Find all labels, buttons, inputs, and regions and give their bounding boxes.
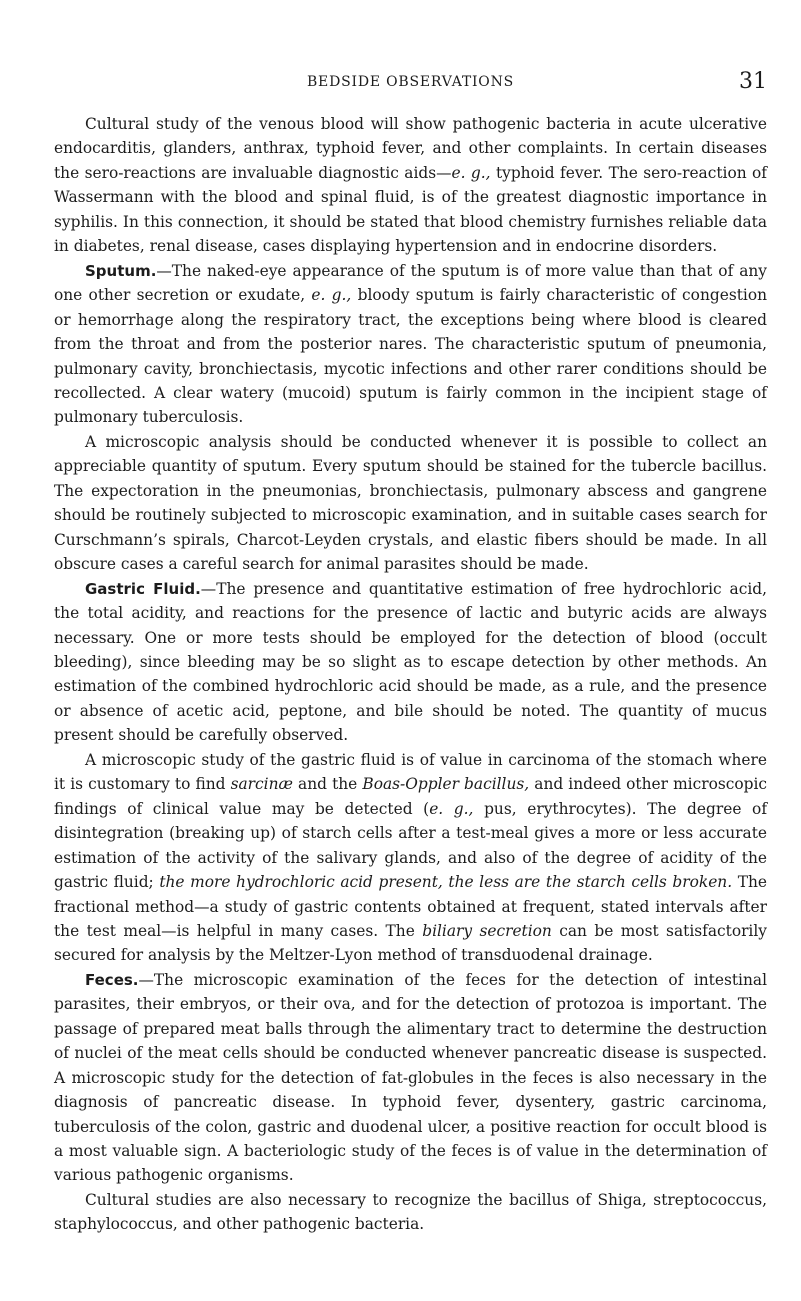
text-run: can be most satisfactorily secured for analysis by the Meltzer-Lyon method of transduodenal drainage. bbox=[54, 921, 767, 965]
section-heading-gastric-fluid: Gastric Fluid. bbox=[85, 579, 201, 598]
italic-term-sarcinae: sarcinæ bbox=[230, 775, 293, 794]
italic-abbreviation: e. g., bbox=[311, 286, 352, 305]
italic-rule: the more hydrochloric acid present, the less are the starch cells broken. bbox=[159, 873, 733, 892]
text-run: and the bbox=[292, 775, 363, 794]
paragraph-sputum-microscopy: A microscopic analysis should be conducted whenever it is possible to collect an appreciable quantity of sputum. Every sputum should be stained for the tubercle bacillus. The expectoration in the pneumonias, bronchiectasis, pulmonary abscess and gangrene should be routinely subjected to microscopic examination, and in suitable cases search for Curschmann’s spirals, Charcot-Leyden crystals, and elastic fibers should be made. In all obscure cases a careful search for animal parasites should be made. bbox=[54, 432, 767, 574]
paragraph-gastric-microscopy bbox=[54, 748, 767, 968]
body-text bbox=[54, 112, 767, 1237]
text-run: The fractional method—a study of gastric contents obtained at frequent, stated intervals after the test meal—is helpful in many cases. The bbox=[54, 873, 767, 940]
text-run: A microscopic study of the gastric fluid is of value in carcinoma of the stomach where it is customary to find bbox=[54, 750, 767, 794]
text-run: —The naked-eye appearance of the sputum is of more value than that of any one other secretion or exudate, bbox=[54, 261, 767, 305]
text-run: bloody sputum is fairly characteristic of congestion or hemorrhage along the respiratory tract, the exceptions being where blood is cleared from the throat and from the posterior nares. The characteristic sputum of pneumonia, pulmonary cavity, bronchiectasis, mycotic infections and other rarer conditions should be recollected. A clear watery (mucoid) sputum is fairly common in the incipient stage of pulmonary tuberculosis. bbox=[54, 286, 767, 427]
paragraph-cultural-studies: Cultural studies are also necessary to recognize the bacillus of Shiga, streptococcus, staphylococcus, and other pathogenic bacteria. bbox=[54, 1190, 767, 1234]
paragraph-sputum bbox=[54, 259, 767, 430]
page-number: 31 bbox=[739, 69, 767, 94]
text-run: and indeed other microscopic findings of clinical value may be detected ( bbox=[54, 775, 768, 818]
paragraph-gastric-fluid bbox=[54, 577, 767, 748]
italic-term-boas-oppler: Boas-Oppler bacillus, bbox=[362, 775, 530, 794]
italic-term-biliary: biliary secretion bbox=[422, 921, 552, 940]
section-heading-feces: Feces. bbox=[85, 970, 139, 989]
text-run: Cultural study of the venous blood will show pathogenic bacteria in acute ulcerative endocarditis, glanders, anthrax, typhoid fever, and other complaints. In certain diseases the sero-reactions are invaluable diagnostic aids— bbox=[54, 115, 767, 182]
text-run: —The microscopic examination of the feces for the detection of intestinal parasites, their embryos, or their ova, and for the detection of protozoa is important. The passage of prepared meat balls through the alimentary tract to determine the destruction of nuclei of the meat cells should be conducted whenever pancreatic disease is suspected. A microscopic study for the detection of fat-globules in the feces is also necessary in the diagnosis of pancreatic disease. In typhoid fever, dysentery, gastric carcinoma, tuberculosis of the colon, gastric and duodenal ulcer, a positive reaction for occult blood is a most valuable sign. A bacteriologic study of the feces is of value in the determination of various pathogenic organisms. bbox=[54, 970, 767, 1185]
text-run: pus, erythrocytes). The degree of disintegration (breaking up) of starch cells after a test-meal gives a more or less accurate estimation of the activity of the salivary glands, and also of the degree of acidity of the gastric fluid; bbox=[54, 799, 768, 892]
text-run: —The presence and quantitative estimation of free hydrochloric acid, the total acidity, and reactions for the presence of lactic and butyric acids are always necessary. One or more tests should be employed for the detection of blood (occult bleeding), since bleeding may be so slight as to escape detection by other methods. An estimation of the combined hydrochloric acid should be made, as a rule, and the presence or absence of acetic acid, peptone, and bile should be noted. The quantity of mucus present should be carefully observed. bbox=[54, 579, 767, 745]
running-head bbox=[54, 70, 767, 94]
text-run: typhoid fever. The sero-reaction of Wassermann with the blood and spinal fluid, is of the greatest diagnostic importance in syphilis. In this connection, it should be stated that blood chemistry furnishes reliable data in diabetes, renal disease, cases displaying hypertension and in endocrine disorders. bbox=[54, 163, 767, 256]
paragraph-venous-blood-culture bbox=[54, 112, 767, 259]
section-heading-sputum: Sputum. bbox=[85, 261, 157, 280]
paragraph-feces bbox=[54, 968, 767, 1188]
italic-abbreviation: e. g., bbox=[429, 799, 474, 818]
italic-abbreviation: e. g., bbox=[451, 163, 491, 182]
running-title: BEDSIDE OBSERVATIONS bbox=[306, 74, 515, 90]
